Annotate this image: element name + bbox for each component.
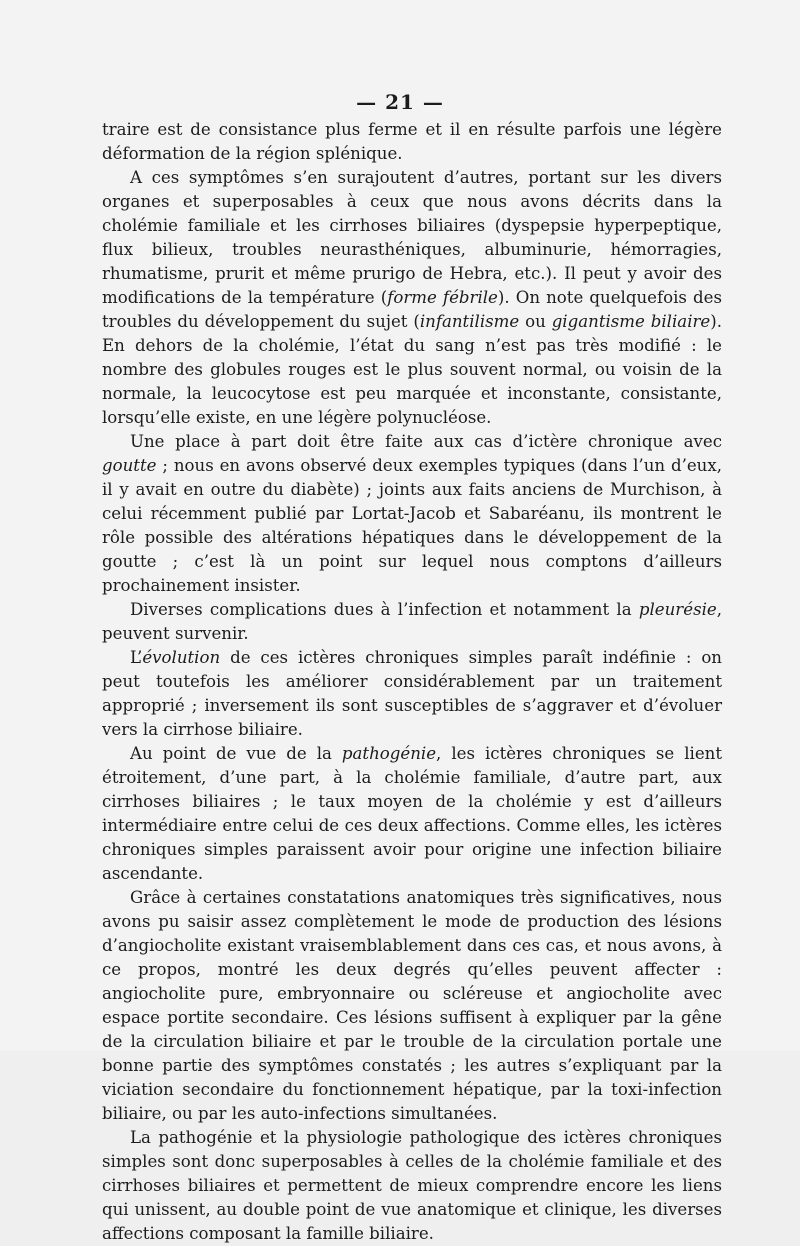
italic-term: pleurésie <box>638 600 717 619</box>
text-segment: , peuvent survenir. <box>102 600 722 643</box>
text-segment: traire est de consistance plus ferme et il en résulte parfois une légère déformation de la région splénique. <box>102 120 722 163</box>
paragraph <box>102 742 722 886</box>
text-segment: ou <box>519 312 552 331</box>
paragraph <box>102 646 722 742</box>
text-segment: ; nous en avons observé deux exemples typiques (dans l’un d’eux, il y avait en outre du diabète) ; joints aux faits anciens de Murchison, à celui récemment publié par Lortat-Jacob et Sabaréanu, ils montrent le rôle possible des altérations hépatiques dans le développement de la goutte ; c’est là un point sur lequel nous comptons d’ailleurs prochainement insister. <box>102 456 722 595</box>
body-text <box>102 118 722 1246</box>
paragraph <box>102 430 722 598</box>
text-segment: A ces symptômes s’en surajoutent d’autres, portant sur les divers organes et superposables à ceux que nous avons décrits dans la cholémie familiale et les cirrhoses biliaires (dyspepsie hyperpeptique, flux bilieux, troubles neurasthéniques, albuminurie, hémorragies, rhumatisme, prurit et même prurigo de Hebra, etc.). Il peut y avoir des modifications de la température ( <box>102 168 722 307</box>
text-segment: , les ictères chroniques se lient étroitement, d’une part, à la cholémie familiale, d’autre part, aux cirrhoses biliaires ; le taux moyen de la cholémie y est d’ailleurs intermédiaire entre celui de ces deux affections. Comme elles, les ictères chroniques simples paraissent avoir pour origine une infection biliaire ascendante. <box>102 744 722 883</box>
text-segment: de ces ictères chroniques simples paraît indéfinie : on peut toutefois les améliorer considérablement par un traitement approprié ; inversement ils sont susceptibles de s’aggraver et d’évoluer vers la cirrhose biliaire. <box>102 648 722 739</box>
italic-term: infantilisme <box>419 312 520 331</box>
paragraph <box>102 166 722 430</box>
paragraph <box>102 598 722 646</box>
italic-term: gigantisme biliaire <box>551 312 711 331</box>
text-segment: ). En dehors de la cholémie, l’état du sang n’est pas très modifié : le nombre des globules rouges est le plus souvent normal, ou voisin de la normale, la leucocytose est peu marquée et inconstante, consistante, lorsqu’elle existe, en une légère polynucléose. <box>102 312 722 427</box>
text-segment: ). On note quelquefois des troubles du développement du sujet ( <box>102 288 722 331</box>
italic-term: goutte <box>102 456 157 475</box>
text-segment: Une place à part doit être faite aux cas d’ictère chronique avec <box>130 432 722 451</box>
text-segment: Diverses complications dues à l’infection et notamment la <box>130 600 639 619</box>
text-segment: L’ <box>130 648 143 667</box>
italic-term: forme fébrile <box>387 288 498 307</box>
paragraph <box>102 886 722 1126</box>
italic-term: évolution <box>142 648 221 667</box>
paragraph <box>102 1126 722 1246</box>
text-segment: La pathogénie et la physiologie pathologique des ictères chroniques simples sont donc superposables à celles de la cholémie familiale et des cirrhoses biliaires et permettent de mieux comprendre encore les liens qui unissent, au double point de vue anatomique et clinique, les diverses affections composant la famille biliaire. <box>102 1128 722 1243</box>
page-number: — 21 — <box>356 90 444 114</box>
italic-term: pathogénie <box>341 744 437 763</box>
text-segment: Au point de vue de la <box>130 744 342 763</box>
paragraph <box>102 118 722 166</box>
text-segment: Grâce à certaines constatations anatomiques très significatives, nous avons pu saisir assez complètement le mode de production des lésions d’angiocholite existant vraisemblablement dans ces cas, et nous avons, à ce propos, montré les deux degrés qu’elles peuvent affecter : angiocholite pure, embryonnaire ou scléreuse et angiocholite avec espace portite secondaire. Ces lésions suffisent à expliquer par la gêne de la circulation biliaire et par le trouble de la circulation portale une bonne partie des symptômes constatés ; les autres s’expliquant par la viciation secondaire du fonctionnement hépatique, par la toxi-infection biliaire, ou par les auto-infections simultanées. <box>102 888 722 1123</box>
